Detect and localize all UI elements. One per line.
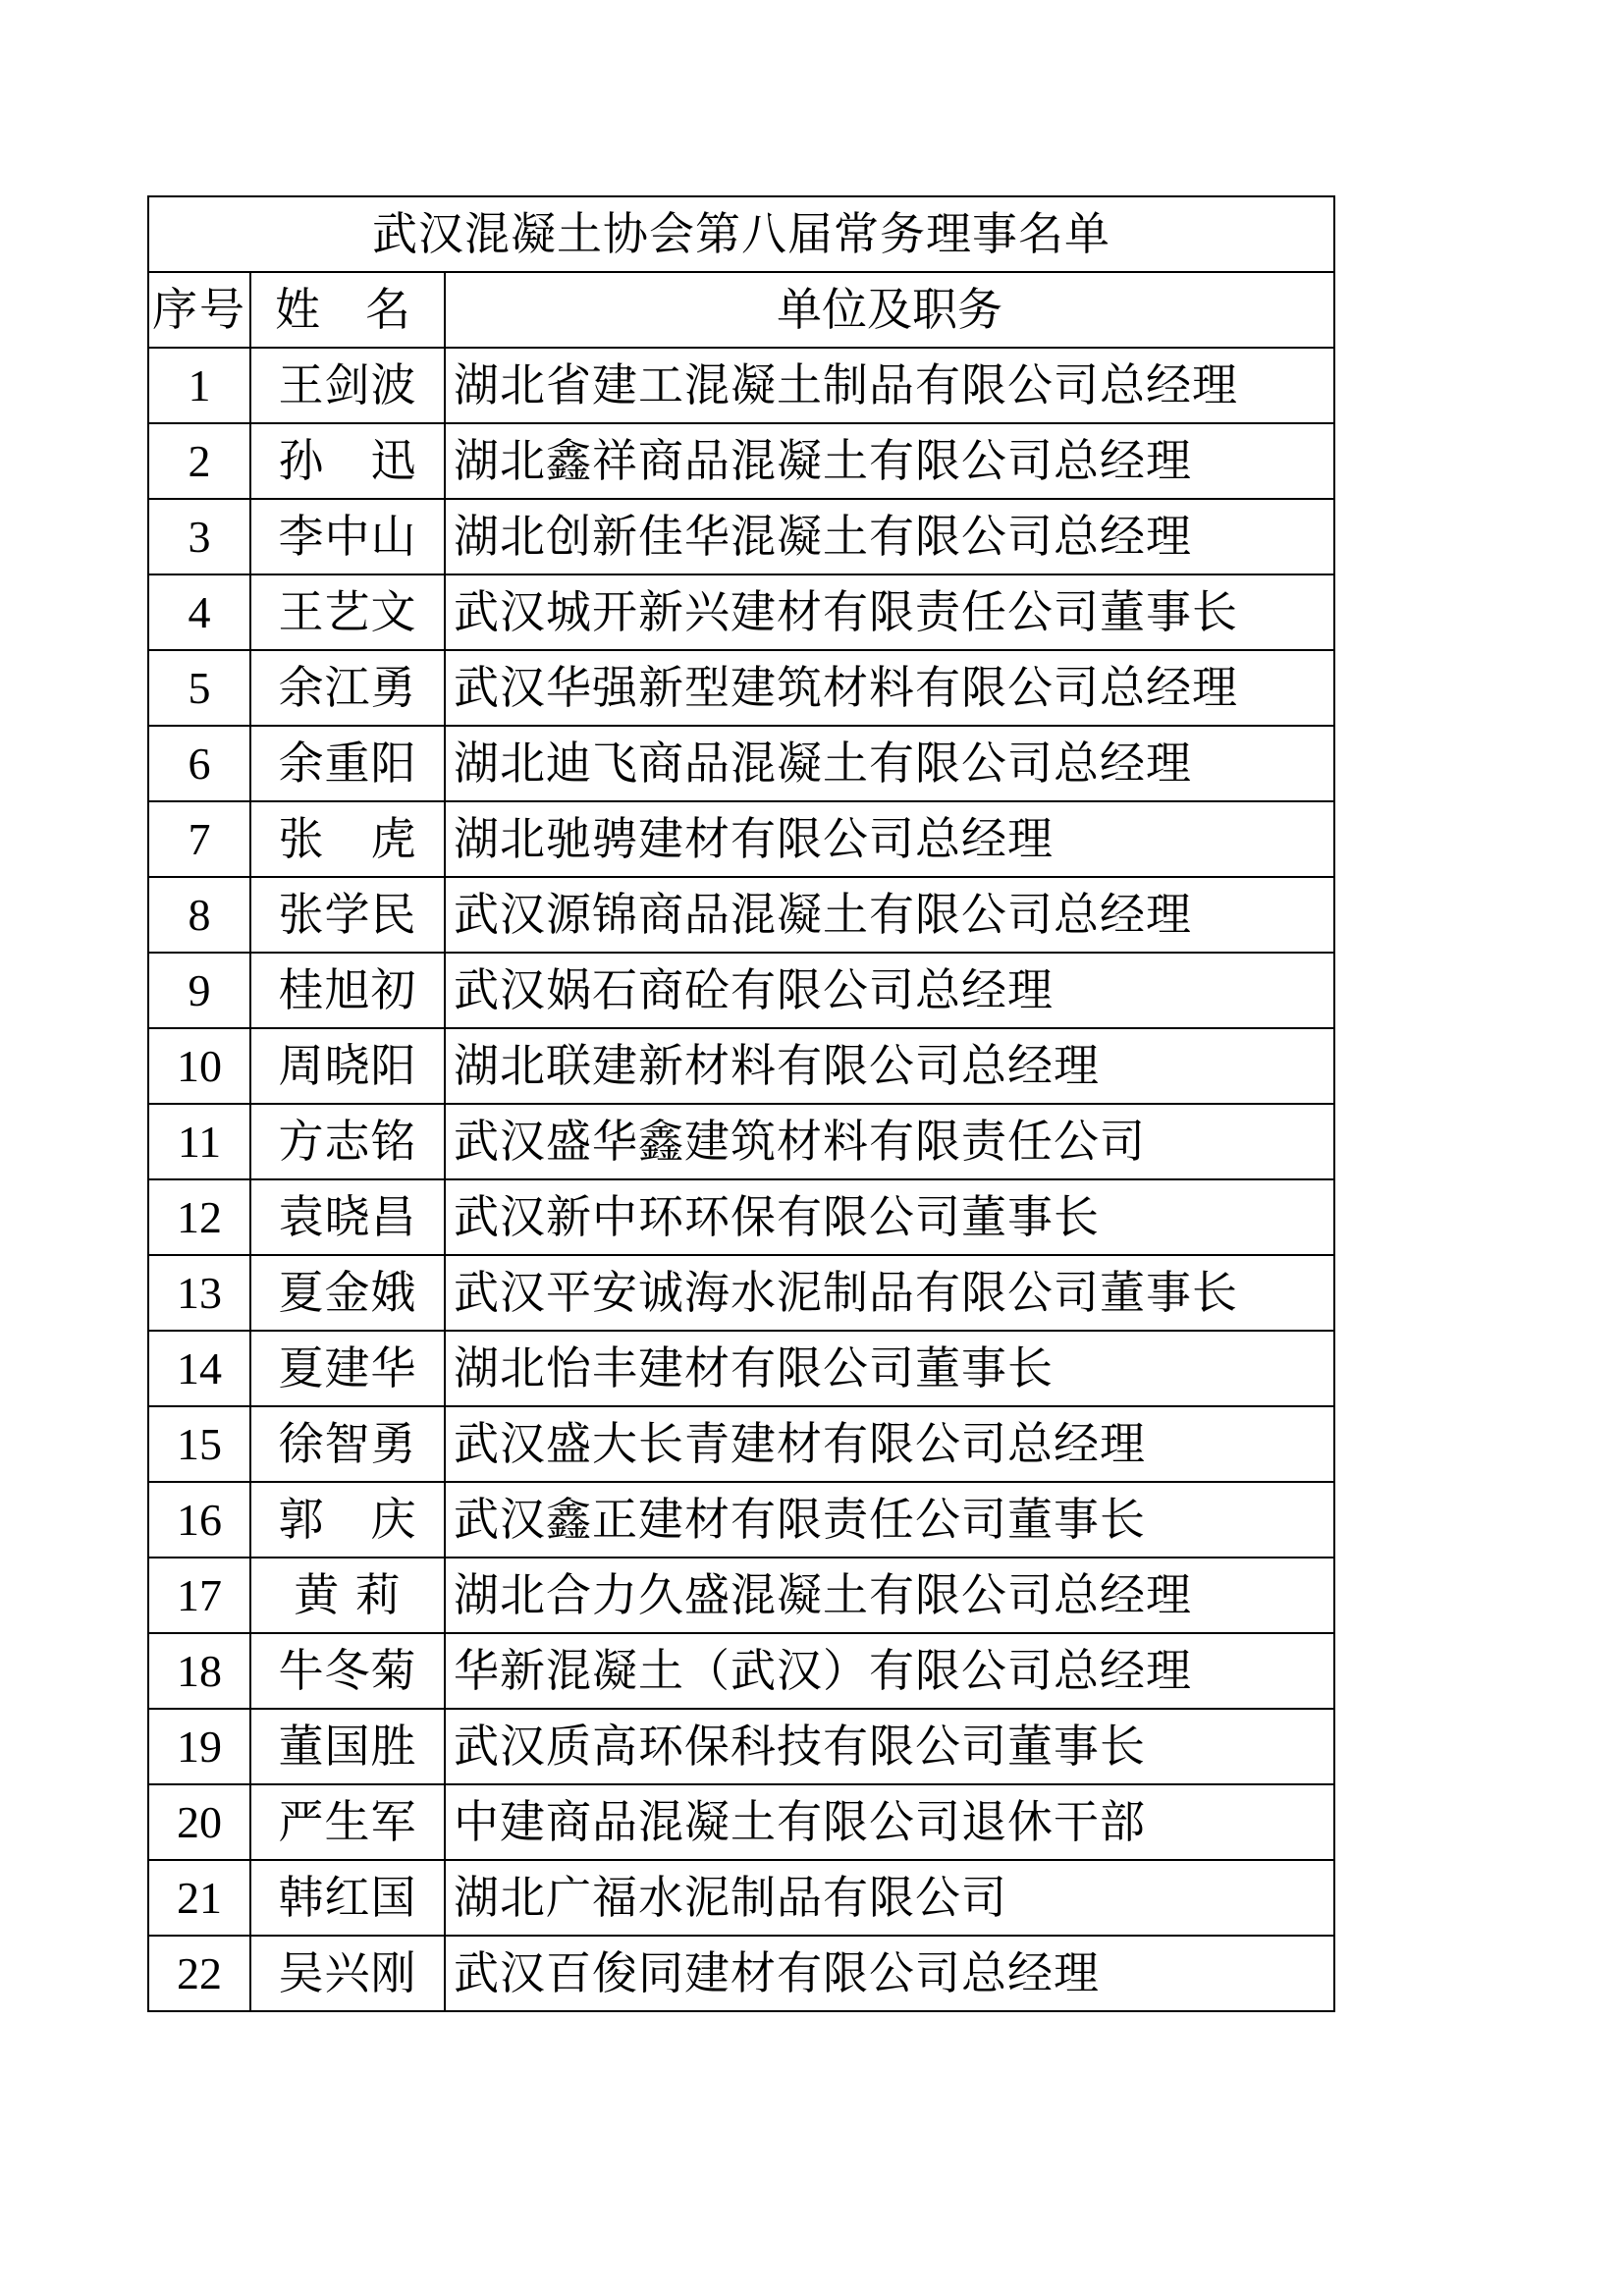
table-row [148, 1406, 1334, 1482]
member-unit-position: 武汉盛华鑫建筑材料有限责任公司 [445, 1104, 1334, 1179]
member-unit-position: 湖北联建新材料有限公司总经理 [445, 1028, 1334, 1104]
row-number: 9 [148, 953, 250, 1028]
row-number: 12 [148, 1179, 250, 1255]
member-name: 郭 庆 [250, 1482, 445, 1558]
member-unit-position: 武汉鑫正建材有限责任公司董事长 [445, 1482, 1334, 1558]
row-number: 22 [148, 1936, 250, 2011]
header-row [148, 272, 1334, 348]
member-unit-position: 武汉盛大长青建材有限公司总经理 [445, 1406, 1334, 1482]
header-name: 姓 名 [250, 272, 445, 348]
member-unit-position: 中建商品混凝土有限公司退休干部 [445, 1784, 1334, 1860]
member-name: 王剑波 [250, 348, 445, 423]
member-unit-position: 武汉娲石商砼有限公司总经理 [445, 953, 1334, 1028]
member-unit-position: 武汉新中环环保有限公司董事长 [445, 1179, 1334, 1255]
member-name: 余重阳 [250, 726, 445, 801]
row-number: 21 [148, 1860, 250, 1936]
member-name: 孙 迅 [250, 423, 445, 499]
table-row [148, 1331, 1334, 1406]
member-name: 牛冬菊 [250, 1633, 445, 1709]
row-number: 11 [148, 1104, 250, 1179]
table-row [148, 650, 1334, 726]
row-number: 18 [148, 1633, 250, 1709]
member-unit-position: 华新混凝土（武汉）有限公司总经理 [445, 1633, 1334, 1709]
member-name: 周晓阳 [250, 1028, 445, 1104]
table-row [148, 953, 1334, 1028]
member-name: 张 虎 [250, 801, 445, 877]
member-unit-position: 武汉城开新兴建材有限责任公司董事长 [445, 574, 1334, 650]
row-number: 16 [148, 1482, 250, 1558]
table-row [148, 877, 1334, 953]
member-name: 吴兴刚 [250, 1936, 445, 2011]
member-unit-position: 武汉质高环保科技有限公司董事长 [445, 1709, 1334, 1784]
member-name: 袁晓昌 [250, 1179, 445, 1255]
table-row [148, 1179, 1334, 1255]
member-name: 董国胜 [250, 1709, 445, 1784]
member-name: 方志铭 [250, 1104, 445, 1179]
table-row [148, 1709, 1334, 1784]
row-number: 5 [148, 650, 250, 726]
member-unit-position: 湖北广福水泥制品有限公司 [445, 1860, 1334, 1936]
table-row [148, 499, 1334, 574]
table-row [148, 1028, 1334, 1104]
row-number: 10 [148, 1028, 250, 1104]
member-unit-position: 湖北迪飞商品混凝土有限公司总经理 [445, 726, 1334, 801]
member-name: 张学民 [250, 877, 445, 953]
row-number: 7 [148, 801, 250, 877]
row-number: 3 [148, 499, 250, 574]
member-name: 李中山 [250, 499, 445, 574]
member-unit-position: 湖北怡丰建材有限公司董事长 [445, 1331, 1334, 1406]
row-number: 1 [148, 348, 250, 423]
header-unit: 单位及职务 [445, 272, 1334, 348]
title-row [148, 196, 1334, 272]
table-row [148, 423, 1334, 499]
table-row [148, 1104, 1334, 1179]
member-unit-position: 湖北驰骋建材有限公司总经理 [445, 801, 1334, 877]
table-row [148, 1255, 1334, 1331]
table-row [148, 1860, 1334, 1936]
member-name: 徐智勇 [250, 1406, 445, 1482]
member-unit-position: 武汉平安诚海水泥制品有限公司董事长 [445, 1255, 1334, 1331]
table-row [148, 1936, 1334, 2011]
table-row [148, 1482, 1334, 1558]
member-name: 严生军 [250, 1784, 445, 1860]
member-unit-position: 湖北鑫祥商品混凝土有限公司总经理 [445, 423, 1334, 499]
member-name: 夏建华 [250, 1331, 445, 1406]
member-name: 余江勇 [250, 650, 445, 726]
row-number: 19 [148, 1709, 250, 1784]
member-name: 桂旭初 [250, 953, 445, 1028]
row-number: 8 [148, 877, 250, 953]
member-name: 夏金娥 [250, 1255, 445, 1331]
member-unit-position: 武汉华强新型建筑材料有限公司总经理 [445, 650, 1334, 726]
table-row [148, 348, 1334, 423]
row-number: 13 [148, 1255, 250, 1331]
row-number: 2 [148, 423, 250, 499]
row-number: 14 [148, 1331, 250, 1406]
row-number: 15 [148, 1406, 250, 1482]
table-row [148, 726, 1334, 801]
table-title: 武汉混凝土协会第八届常务理事名单 [148, 196, 1334, 272]
member-name: 黄 莉 [250, 1558, 445, 1633]
member-name: 王艺文 [250, 574, 445, 650]
row-number: 17 [148, 1558, 250, 1633]
row-number: 4 [148, 574, 250, 650]
member-name: 韩红国 [250, 1860, 445, 1936]
member-unit-position: 湖北创新佳华混凝土有限公司总经理 [445, 499, 1334, 574]
member-unit-position: 湖北合力久盛混凝土有限公司总经理 [445, 1558, 1334, 1633]
header-number: 序号 [148, 272, 250, 348]
table-row [148, 801, 1334, 877]
table-row [148, 574, 1334, 650]
row-number: 20 [148, 1784, 250, 1860]
table-row [148, 1558, 1334, 1633]
members-table [147, 195, 1335, 2012]
table-row [148, 1633, 1334, 1709]
row-number: 6 [148, 726, 250, 801]
table-body [148, 348, 1334, 2011]
member-unit-position: 武汉源锦商品混凝土有限公司总经理 [445, 877, 1334, 953]
table-row [148, 1784, 1334, 1860]
member-unit-position: 武汉百俊同建材有限公司总经理 [445, 1936, 1334, 2011]
member-unit-position: 湖北省建工混凝土制品有限公司总经理 [445, 348, 1334, 423]
